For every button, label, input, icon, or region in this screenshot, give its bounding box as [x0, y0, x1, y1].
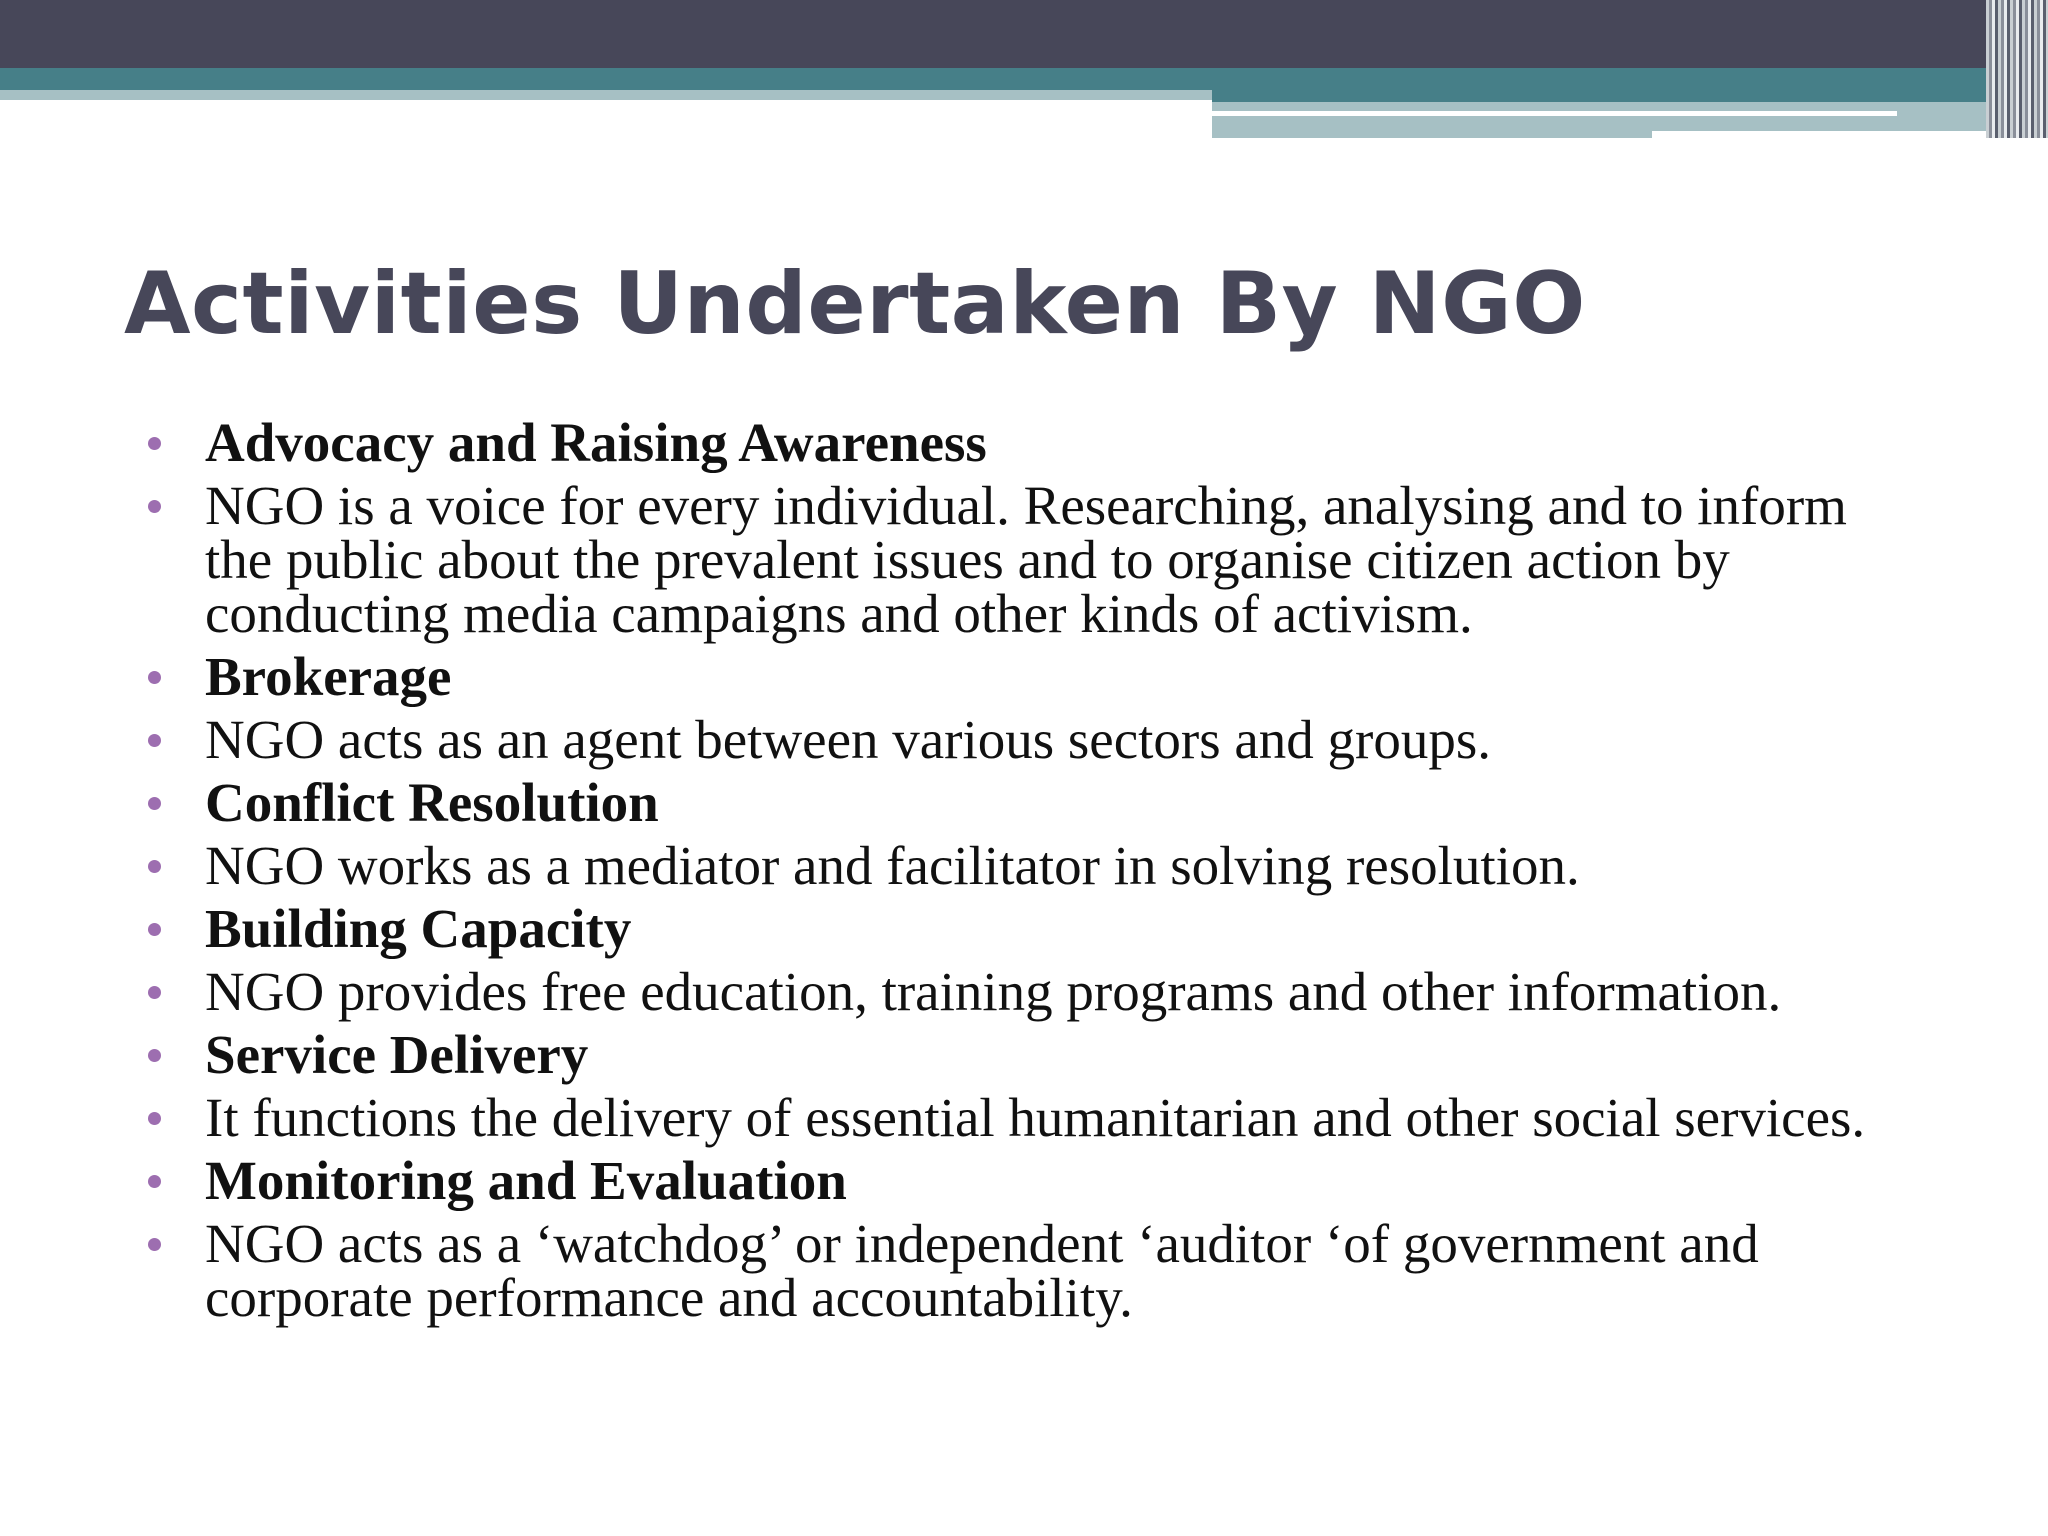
header-white-notch	[1652, 131, 2012, 139]
bullet-dot-icon	[148, 1175, 161, 1188]
header-band-teal	[0, 68, 2048, 90]
bullet-description-conflict-resolution	[148, 835, 1908, 896]
bullet-heading-monitoring-evaluation	[148, 1150, 1908, 1211]
header-white-line	[1212, 111, 1897, 116]
bullet-dot-icon	[148, 1112, 161, 1125]
bullet-dot-icon	[148, 986, 161, 999]
bullet-heading-service-delivery	[148, 1024, 1908, 1085]
slide-title: Activities Undertaken By NGO	[124, 254, 1586, 354]
bullet-description-brokerage	[148, 709, 1908, 770]
bullet-text: NGO works as a mediator and facilitator in solving resolution.	[205, 835, 1580, 896]
header-band-dark	[0, 0, 2048, 68]
bullet-dot-icon	[148, 860, 161, 873]
bullet-heading-building-capacity	[148, 898, 1908, 959]
bullet-description-service-delivery	[148, 1087, 1908, 1148]
bullet-text: NGO provides free education, training programs and other information.	[205, 961, 1782, 1022]
bullet-text: Brokerage	[205, 646, 452, 707]
header-band-light-left	[0, 90, 1212, 100]
bullet-description-advocacy	[148, 475, 1908, 644]
bullet-dot-icon	[148, 671, 161, 684]
header-stripes-decoration	[1986, 0, 2048, 138]
bullet-text: NGO acts as an agent between various sectors and groups.	[205, 709, 1492, 770]
bullet-heading-advocacy	[148, 412, 1908, 473]
bullet-dot-icon	[148, 923, 161, 936]
bullet-text: Service Delivery	[205, 1024, 589, 1085]
bullet-text: Monitoring and Evaluation	[205, 1150, 847, 1211]
bullet-dot-icon	[148, 1049, 161, 1062]
bullet-dot-icon	[148, 797, 161, 810]
header-band-teal-step	[1212, 90, 2048, 102]
bullet-text: NGO acts as a ‘watchdog’ or independent ‘auditor ‘of government and corporate performance and accountability.	[205, 1213, 1759, 1328]
bullet-dot-icon	[148, 500, 161, 513]
bullet-list	[148, 412, 1908, 1334]
bullet-dot-icon	[148, 437, 161, 450]
bullet-text: NGO is a voice for every individual. Researching, analysing and to inform the public about the prevalent issues and to organise citizen action by conducting media campaigns and other kinds of activism.	[205, 475, 1847, 644]
bullet-description-building-capacity	[148, 961, 1908, 1022]
bullet-text: Advocacy and Raising Awareness	[205, 412, 987, 473]
bullet-text: Building Capacity	[205, 898, 632, 959]
bullet-dot-icon	[148, 734, 161, 747]
bullet-heading-brokerage	[148, 646, 1908, 707]
bullet-description-monitoring-evaluation	[148, 1213, 1908, 1328]
bullet-heading-conflict-resolution	[148, 772, 1908, 833]
bullet-dot-icon	[148, 1238, 161, 1251]
bullet-text: Conflict Resolution	[205, 772, 659, 833]
bullet-text: It functions the delivery of essential humanitarian and other social services.	[205, 1087, 1866, 1148]
